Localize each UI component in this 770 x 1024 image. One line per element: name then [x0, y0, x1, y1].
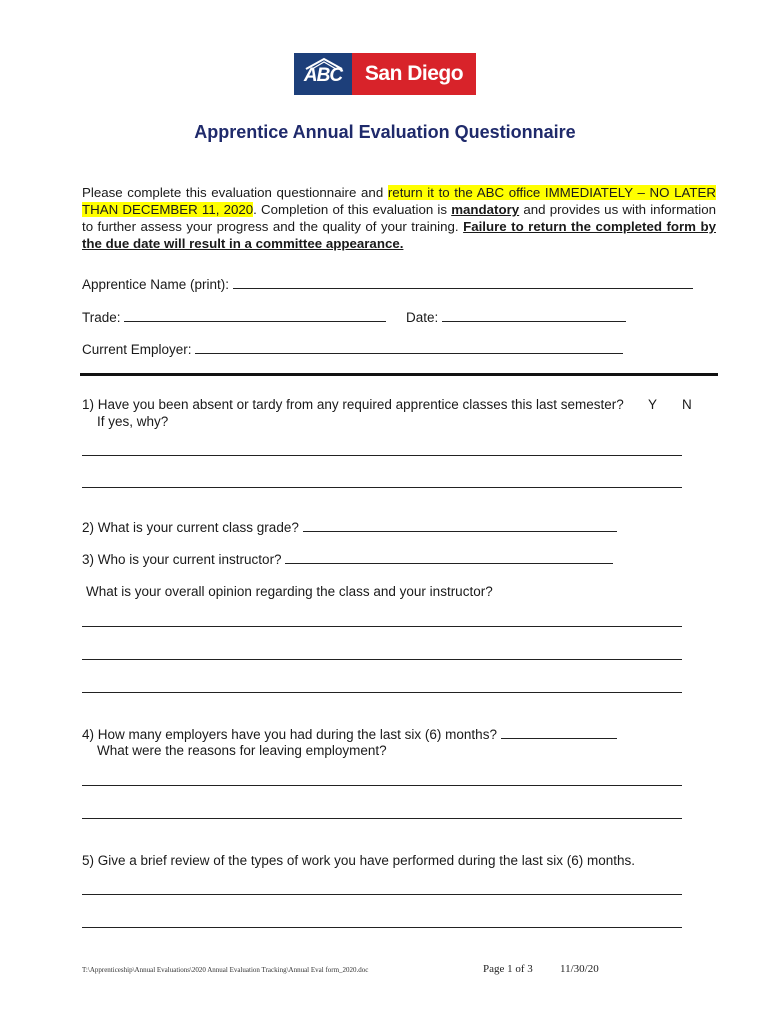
class-grade-field[interactable]: [303, 519, 617, 532]
question-1: 1) Have you been absent or tardy from any required apprentice classes this last semester?: [82, 397, 624, 412]
intro-deadline-highlight: return it to the ABC office IMMEDIATELY – NO LATER THAN DECEMBER 11, 2020: [82, 185, 716, 217]
date-field[interactable]: [442, 309, 626, 322]
date-row: [406, 309, 626, 325]
intro-text-1: Please complete this evaluation questionnaire and: [82, 185, 388, 200]
employers-count-field[interactable]: [501, 726, 617, 739]
question-3-text: 3) Who is your current instructor?: [82, 552, 282, 567]
abc-san-diego-logo: [294, 53, 476, 95]
trade-field[interactable]: [124, 309, 386, 322]
question-2-text: 2) What is your current class grade?: [82, 520, 299, 535]
apprentice-name-row: [82, 276, 693, 292]
instructor-field[interactable]: [285, 551, 613, 564]
employer-field[interactable]: [195, 341, 623, 354]
answer-line-5b[interactable]: [82, 927, 682, 928]
answer-line-3b[interactable]: [82, 659, 682, 660]
apprentice-name-field[interactable]: [233, 276, 693, 289]
logo-abc-mark: [294, 53, 352, 95]
question-1-followup: If yes, why?: [97, 414, 169, 429]
question-3-followup: What is your overall opinion regarding the class and your instructor?: [86, 584, 493, 599]
footer-page-number: Page 1 of 3: [483, 963, 533, 975]
answer-line-5a[interactable]: [82, 894, 682, 895]
question-4-text: 4) How many employers have you had during the last six (6) months?: [82, 727, 497, 742]
question-1-no-option[interactable]: N: [682, 397, 692, 412]
question-5: 5) Give a brief review of the types of work you have performed during the last six (6) months.: [82, 853, 635, 868]
answer-line-1a[interactable]: [82, 455, 682, 456]
logo-roof-icon: [304, 57, 344, 71]
logo-abc-text: ABC: [303, 65, 343, 86]
trade-label: Trade:: [82, 310, 121, 325]
answer-line-3a[interactable]: [82, 626, 682, 627]
answer-line-4a[interactable]: [82, 785, 682, 786]
footer-date: 11/30/20: [560, 963, 599, 975]
logo-chapter-text: San Diego: [352, 53, 476, 95]
trade-row: [82, 309, 386, 325]
page-title: Apprentice Annual Evaluation Questionnaire: [194, 122, 576, 142]
answer-line-3c[interactable]: [82, 692, 682, 693]
intro-paragraph: [82, 184, 716, 252]
intro-text-2: . Completion of this evaluation is: [253, 202, 452, 217]
date-label: Date:: [406, 310, 439, 325]
question-2: [82, 519, 617, 535]
question-4: [82, 726, 617, 742]
section-divider: [80, 373, 718, 376]
answer-line-4b[interactable]: [82, 818, 682, 819]
question-3: [82, 551, 613, 567]
footer-file-path: T:\Apprenticeship\Annual Evaluations\2020 Annual Evaluation Tracking\Annual Eval form_2020.doc: [82, 966, 369, 974]
question-1-yes-option[interactable]: Y: [648, 397, 658, 412]
intro-mandatory: mandatory: [451, 202, 520, 217]
answer-line-1b[interactable]: [82, 487, 682, 488]
question-4-followup: What were the reasons for leaving employment?: [97, 743, 387, 758]
employer-row: [82, 341, 623, 357]
intro-warning: Failure to return the completed form by the due date will result in a committee appearance.: [82, 219, 716, 251]
intro-text-3: and provides us with information to further assess your progress and the quality of your training.: [82, 202, 716, 234]
employer-label: Current Employer:: [82, 342, 192, 357]
apprentice-name-label: Apprentice Name (print):: [82, 277, 230, 292]
